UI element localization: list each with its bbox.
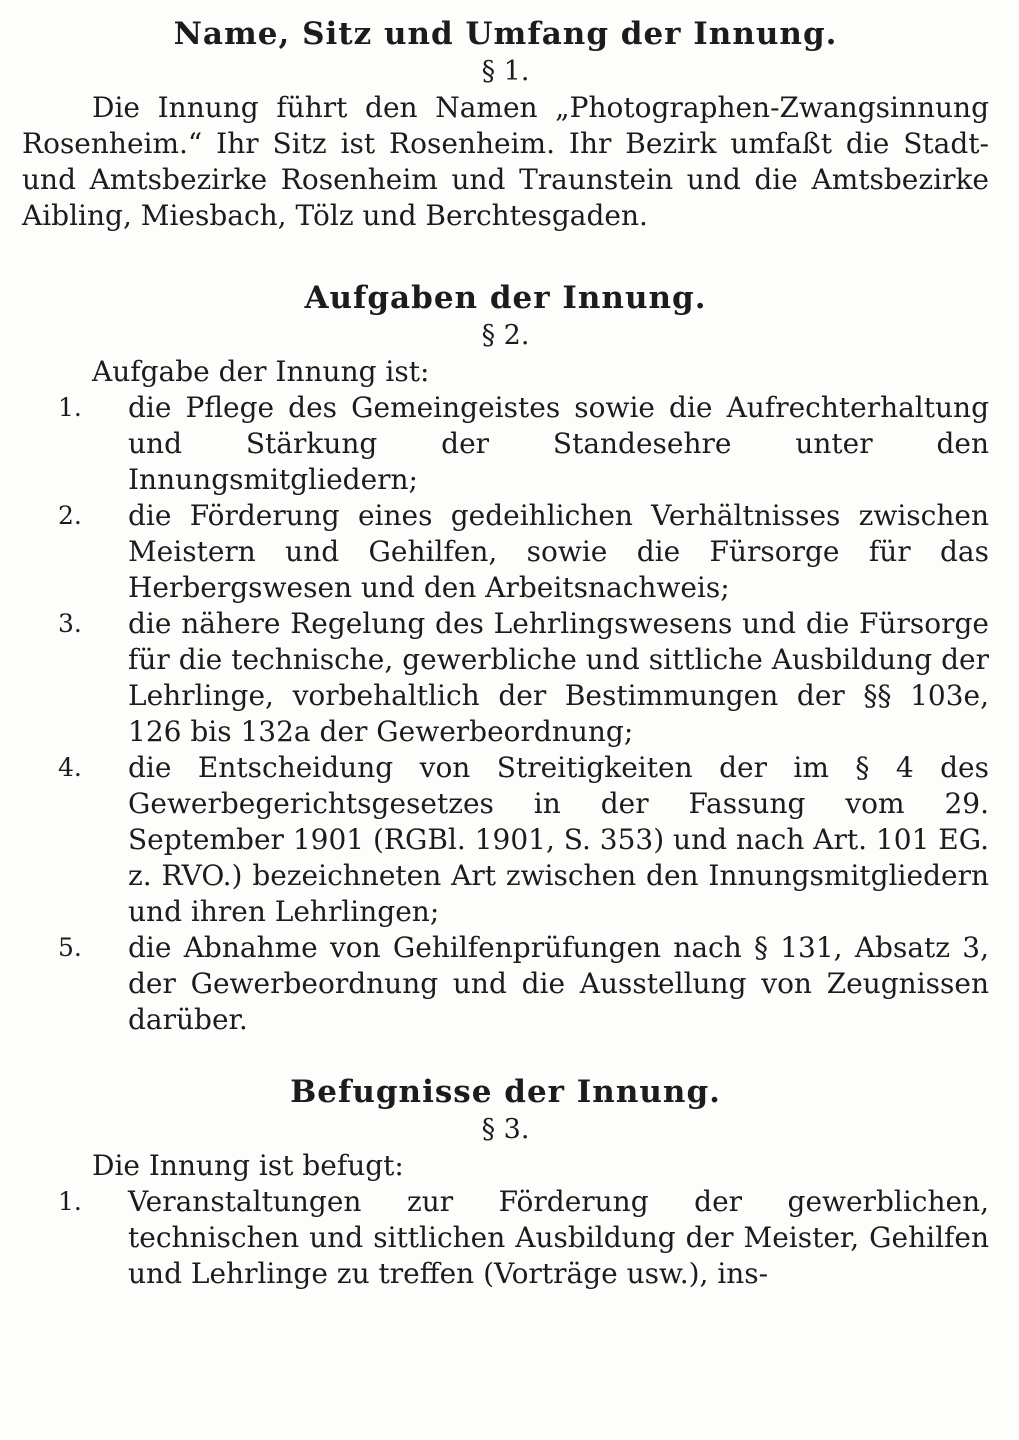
list-item-text: die Pflege des Gemeingeistes sowie die Aufrechterhaltung und Stärkung der Standesehre unter den Innungsmitgliedern; [128, 391, 989, 496]
list-item-text: die Abnahme von Gehilfenprüfungen nach § 131, Absatz 3, der Gewerbeordnung und die Ausstellung von Zeugnissen darüber. [128, 931, 989, 1036]
section-heading: Name, Sitz und Umfang der Innung. [173, 16, 838, 52]
list-item [22, 930, 989, 1038]
list-item-text: die Förderung eines gedeihlichen Verhältnisses zwischen Meistern und Gehilfen, sowie die Fürsorge für das Herbergswesen und den Arbeitsnachweis; [128, 499, 989, 604]
list-item [22, 1184, 989, 1292]
section-text: Die Innung führt den Namen „Photographen-Zwangsinnung Rosenheim.“ Ihr Sitz ist Rosenheim. Ihr Bezirk umfaßt die Stadt- und Amtsbezirke Rosenheim und Traunstein und die Amtsbezirke Aibling, Miesbach, Tölz und Berchtesgaden. [22, 91, 989, 232]
list-item-number: 4. [58, 753, 82, 782]
list-item-number: 1. [58, 1187, 82, 1216]
list-item-number: 3. [58, 609, 82, 638]
section-aufgaben [22, 278, 989, 1038]
list-item-text: die nähere Regelung des Lehrlingswesens und die Fürsorge für die technische, gewerbliche und sittliche Ausbildung der Lehrlinge, vorbehaltlich der Bestimmungen der §§ 103e, 126 bis 132a der Gewerbeordnung; [128, 607, 989, 748]
paragraph-number: § 1. [481, 56, 530, 87]
list-item [22, 498, 989, 606]
section-heading: Aufgaben der Innung. [304, 280, 707, 316]
list-item-text: Veranstaltungen zur Förderung der gewerblichen, technischen und sittlichen Ausbildung der Meister, Gehilfen und Lehrlinge zu treffen (Vorträge usw.), ins- [128, 1185, 989, 1290]
section-lead: Die Innung ist befugt: [92, 1149, 404, 1182]
list-item [22, 606, 989, 750]
list-item-number: 5. [58, 933, 82, 962]
section-befugnisse [22, 1072, 989, 1292]
list-item-text: die Entscheidung von Streitigkeiten der im § 4 des Gewerbegerichtsgesetzes in der Fassung vom 29. September 1901 (RGBl. 1901, S. 353) und nach Art. 101 EG. z. RVO.) bezeichneten Art zwischen den Innungsmitgliedern und ihren Lehrlingen; [128, 751, 989, 928]
list-item [22, 750, 989, 930]
section-lead: Aufgabe der Innung ist: [92, 355, 430, 388]
section-heading: Befugnisse der Innung. [290, 1074, 721, 1110]
list-item-number: 2. [58, 501, 82, 530]
paragraph-number: § 3. [481, 1114, 530, 1145]
list-item-number: 1. [58, 393, 82, 422]
paragraph-number: § 2. [481, 320, 530, 351]
section-name-sitz-umfang [22, 14, 989, 234]
list-item [22, 390, 989, 498]
powers-list [22, 1184, 989, 1292]
task-list [22, 390, 989, 1038]
